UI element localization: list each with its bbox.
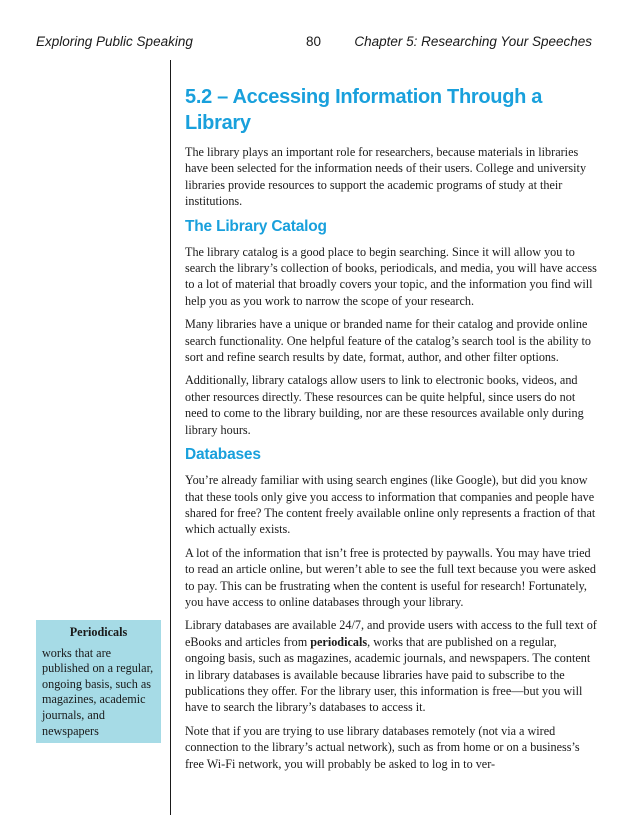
databases-paragraph-2: A lot of the information that isn’t free is protected by paywalls. You may have tried to read an article online, but weren’t able to see the full text because you were asked to pay. This can be frustrating when the content is useful for research! Fortunately, you have access to online databases through your library. [185,545,596,609]
book-title: Exploring Public Speaking [36,34,193,49]
intro-paragraph: The library plays an important role for researchers, because materials in libraries have been selected for the information needs of their users. College and university libraries provide resources to support the academic programs of study at their institutions. [185,145,587,209]
running-header [0,34,630,54]
main-content [185,84,597,779]
catalog-paragraph-1: The library catalog is a good place to begin searching. Since it will allow you to search the library’s collection of books, periodicals, and media, you will have access to a lot of material that broadly covers your topic, and the information you find will help you as you work to narrow the scope of your research. [185,244,597,308]
margin-rule [170,60,171,815]
databases-heading: Databases [185,446,261,464]
glossary-definition: works that are published on a regular, ongoing basis, such as magazines, academic journals, and newspapers [42,645,154,738]
catalog-paragraph-3: Additionally, library catalogs allow users to link to electronic books, videos, and other resources directly. These resources can be quite helpful, since users do not need to come to the library building, nor are these resources available only during library hours. [185,373,584,437]
glossary-sidebar [36,620,161,743]
paragraph-text: , works that are published on a regular, ongoing basis, such as magazines, academic journals, and newspapers. The content in library databases is available because libraries have paid to subscribe to the publications they offer. For the library user, this information is free—but you will have to search the library’s databases to access it. [185,634,591,715]
page-number: 80 [306,34,322,49]
glossary-term: Periodicals [69,625,128,639]
catalog-paragraph-2: Many libraries have a unique or branded name for their catalog and provide online search functionality. One helpful feature of the catalog’s search tool is the ability to sort and refine search results by date, format, author, and other filter options. [185,317,591,365]
databases-paragraph-1: You’re already familiar with using search engines (like Google), but did you know that these tools only give you access to information that companies and people have shared for free? The content freely available online only represents a fraction of that which actually exists. [185,473,596,537]
databases-paragraph-4: Note that if you are trying to use library databases remotely (not via a wired connection to the library’s actual network), such as from home or on a business’s free Wi-Fi network, you will probably be asked to log in to ver- [185,723,580,771]
databases-paragraph-3 [185,617,597,715]
section-title: 5.2 – Accessing Information Through a Library [185,86,543,134]
catalog-heading: The Library Catalog [185,217,327,235]
chapter-title: Chapter 5: Researching Your Speeches [354,34,592,49]
paragraph-text: Library databases are available 24/7, and provide users with access to the full text of eBooks and articles from [185,618,597,649]
key-term-periodicals: periodicals [310,634,368,649]
